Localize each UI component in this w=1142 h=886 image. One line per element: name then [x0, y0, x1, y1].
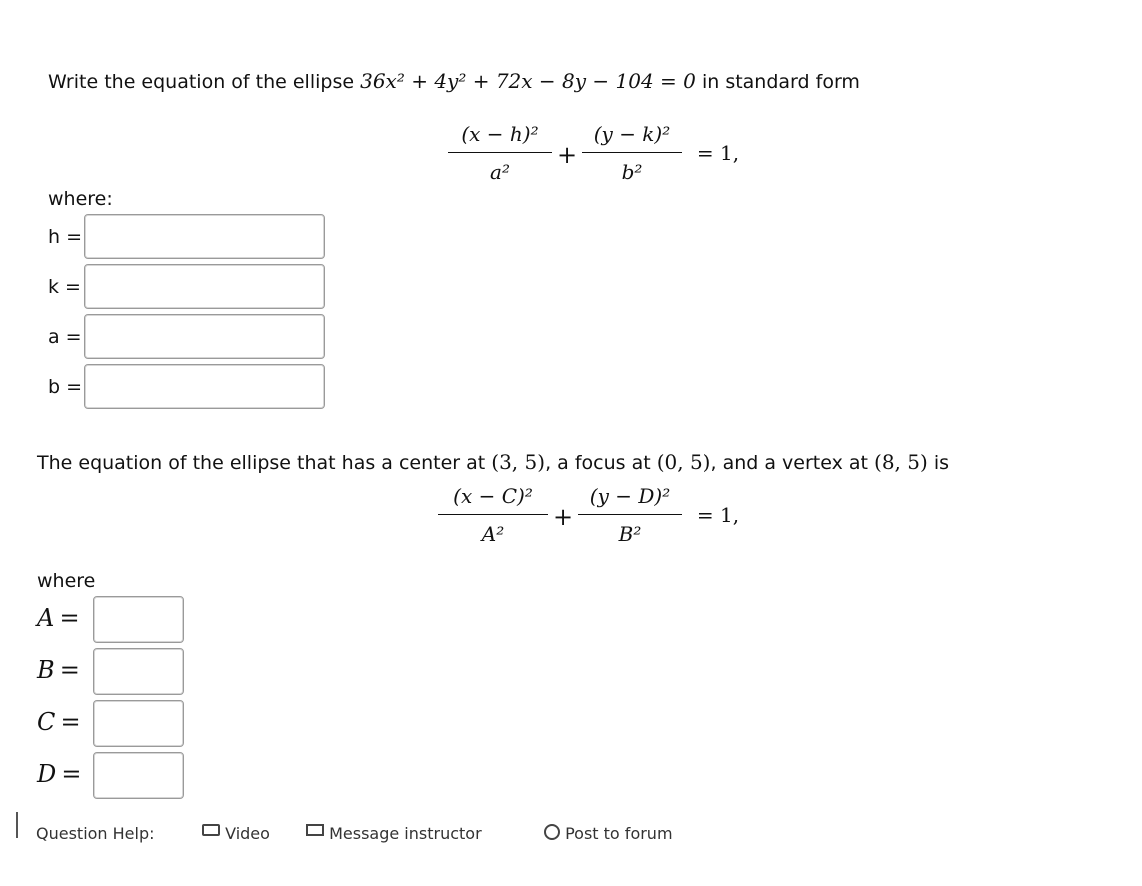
q1-num1: (x − h)² — [461, 122, 539, 146]
q1-rhs: = 1, — [696, 141, 740, 165]
q2-where-label: where — [37, 570, 96, 592]
post-to-forum-link[interactable] — [544, 824, 673, 843]
q2-prompt — [37, 450, 949, 475]
D-label-group — [37, 760, 81, 788]
question-help-bar — [36, 824, 796, 843]
q2-text-3: , and a vertex at — [710, 452, 868, 474]
q2-vertex: (8, 5) — [874, 450, 928, 474]
q2-den1: A² — [481, 522, 505, 546]
question-help-label: Question Help: — [36, 824, 155, 843]
mail-icon — [306, 824, 324, 836]
C-input[interactable] — [93, 700, 184, 747]
A-equals: = — [59, 604, 80, 632]
C-label-group — [37, 708, 81, 736]
left-edge-bar — [16, 812, 18, 838]
q1-suffix: in standard form — [701, 71, 860, 93]
q2-text-2: , a focus at — [545, 452, 651, 474]
q1-den2: b² — [621, 160, 643, 184]
B-equals: = — [59, 656, 80, 684]
B-input[interactable] — [93, 648, 184, 695]
q1-fraction-bar-1 — [448, 152, 552, 153]
q1-fraction-bar-2 — [582, 152, 682, 153]
D-equals: = — [61, 760, 82, 788]
A-label-group — [37, 604, 80, 632]
k-input[interactable] — [84, 264, 325, 309]
q2-den2: B² — [618, 522, 642, 546]
q2-rhs: = 1, — [696, 503, 740, 527]
q2-text-4: is — [933, 452, 950, 474]
q2-num1: (x − C)² — [453, 484, 533, 508]
q2-text-1: The equation of the ellipse that has a center at — [37, 452, 486, 474]
C-label: C — [37, 708, 56, 736]
q2-fraction-bar-1 — [438, 514, 548, 515]
B-label-group — [37, 656, 80, 684]
q2-plus: + — [552, 503, 574, 531]
q2-fraction-bar-2 — [578, 514, 682, 515]
k-label: k = — [48, 276, 81, 298]
B-label: B — [37, 656, 55, 684]
A-label: A — [37, 604, 55, 632]
h-input[interactable] — [84, 214, 325, 259]
D-label: D — [37, 760, 57, 788]
q1-num2: (y − k)² — [593, 122, 671, 146]
q1-den1: a² — [490, 160, 510, 184]
D-input[interactable] — [93, 752, 184, 799]
b-input[interactable] — [84, 364, 325, 409]
C-equals: = — [60, 708, 81, 736]
q1-where-label: where: — [48, 188, 113, 210]
a-label: a = — [48, 326, 82, 348]
forum-icon — [544, 824, 560, 840]
video-label: Video — [225, 824, 270, 843]
q1-prompt — [48, 69, 860, 94]
video-icon — [202, 824, 220, 836]
q2-num2: (y − D)² — [589, 484, 671, 508]
q2-center: (3, 5) — [491, 450, 546, 474]
A-input[interactable] — [93, 596, 184, 643]
q2-focus: (0, 5) — [656, 450, 711, 474]
post-label: Post to forum — [565, 824, 673, 843]
b-label: b = — [48, 376, 83, 398]
a-input[interactable] — [84, 314, 325, 359]
h-label: h = — [48, 226, 83, 248]
q1-intro: Write the equation of the ellipse — [48, 71, 355, 93]
message-label: Message instructor — [329, 824, 482, 843]
q1-plus: + — [556, 141, 578, 169]
q1-equation: 36x² + 4y² + 72x − 8y − 104 = 0 — [360, 69, 696, 93]
video-link[interactable] — [202, 824, 270, 843]
message-instructor-link[interactable] — [306, 824, 482, 843]
